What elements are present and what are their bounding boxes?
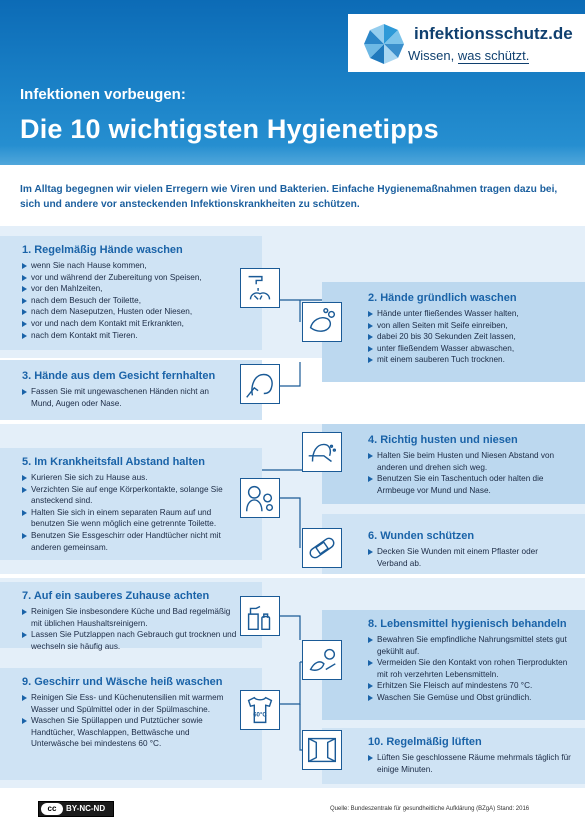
tip-5: [22, 456, 237, 553]
list-item: Reinigen Sie Ess- und Küchenutensilien mit warmem Wasser und Spülmittel oder in der Spülmaschine.: [22, 692, 237, 715]
list-item: Lüften Sie geschlossene Räume mehrmals täglich für einige Minuten.: [368, 752, 573, 775]
list-item: vor und während der Zubereitung von Speisen,: [22, 272, 257, 284]
tip-1-list: [22, 260, 257, 341]
shirt-temperature-label: 60°C: [253, 711, 267, 719]
list-item: dabei 20 bis 30 Sekunden Zeit lassen,: [368, 331, 578, 343]
list-item: Erhitzen Sie Fleisch auf mindestens 70 °C.: [368, 680, 578, 692]
tip-4: [368, 434, 573, 496]
tip-8-list: [368, 634, 578, 704]
list-item: Halten Sie sich in einem separaten Raum auf und benutzen Sie wenn möglich eine getrennte Toilette.: [22, 507, 237, 530]
list-item: Benutzen Sie Essgeschirr oder Handtücher nicht mit anderen gemeinsam.: [22, 530, 237, 553]
tagline-underlined: was schützt.: [457, 48, 530, 63]
tip-3-title: 3. Hände aus dem Gesicht fernhalten: [22, 370, 216, 382]
tip-4-list: [368, 450, 573, 496]
list-item: Waschen Sie Gemüse und Obst gründlich.: [368, 692, 578, 704]
logo-name-tld: .de: [548, 24, 573, 43]
tip-1-title: 1. Regelmäßig Hände waschen: [22, 244, 183, 256]
list-item: Lassen Sie Putzlappen nach Gebrauch gut trocknen und wechseln sie häufig aus.: [22, 629, 237, 652]
list-item: mit einem sauberen Tuch trocknen.: [368, 354, 578, 366]
tip-2-title: 2. Hände gründlich waschen: [368, 292, 517, 304]
tip-3: [22, 370, 222, 409]
list-item: Bewahren Sie empfindliche Nahrungsmittel stets gut gekühlt auf.: [368, 634, 578, 657]
list-item: Benutzen Sie ein Taschentuch oder halten die Armbeuge vor Mund und Nase.: [368, 473, 573, 496]
tip-1: [22, 244, 257, 341]
tip-6-list: [368, 546, 568, 569]
tip-7-title: 7. Auf ein sauberes Zuhause achten: [22, 590, 210, 602]
list-item: wenn Sie nach Hause kommen,: [22, 260, 257, 272]
tip-9: [22, 676, 237, 750]
tip-8-title: 8. Lebensmittel hygienisch behandeln: [368, 618, 567, 630]
list-item: von allen Seiten mit Seife einreiben,: [368, 320, 578, 332]
list-item: Hände unter fließendes Wasser halten,: [368, 308, 578, 320]
list-item: Halten Sie beim Husten und Niesen Abstand von anderen und drehen sich weg.: [368, 450, 573, 473]
list-item: nach dem Besuch der Toilette,: [22, 295, 257, 307]
washing-hands-icon: [302, 302, 342, 342]
tip-6: [368, 530, 568, 569]
plaster-icon: [302, 528, 342, 568]
list-item: unter fließendem Wasser abwaschen,: [368, 343, 578, 355]
tip-5-title: 5. Im Krankheitsfall Abstand halten: [22, 456, 205, 468]
list-item: vor und nach dem Kontakt mit Erkrankten,: [22, 318, 257, 330]
intro-text: Im Alltag begegnen wir vielen Erregern wie Viren und Bakterien. Einfache Hygienemaßnahmen tragen dazu bei, sich und andere vor ansteckenden Infektionskrankheiten zu schützen.: [20, 184, 558, 210]
list-item: Kurieren Sie sich zu Hause aus.: [22, 472, 237, 484]
tip-9-title: 9. Geschirr und Wäsche heiß waschen: [22, 676, 223, 688]
list-item: Fassen Sie mit ungewaschenen Händen nicht an Mund, Augen oder Nase.: [22, 386, 222, 409]
tip-5-list: [22, 472, 237, 553]
cleaning-bottles-icon: [240, 596, 280, 636]
source-note: Quelle: Bundeszentrale für gesundheitliche Aufklärung (BZgA) Stand: 2016: [330, 806, 530, 812]
tip-10: [368, 736, 573, 775]
tip-9-list: [22, 692, 237, 750]
tip-2: [368, 292, 578, 366]
tip-2-list: [368, 308, 578, 366]
tip-7: [22, 590, 237, 652]
list-item: Waschen Sie Spüllappen und Putztücher sowie Handtücher, Waschlappen, Bettwäsche und Unterwäsche bei mindestens 60 °C.: [22, 715, 237, 750]
tshirt-60-icon: [240, 690, 280, 730]
list-item: vor den Mahlzeiten,: [22, 283, 257, 295]
sick-person-icon: [240, 478, 280, 518]
page-subtitle: Infektionen vorbeugen:: [20, 86, 186, 103]
food-icon: [302, 640, 342, 680]
tip-8: [368, 618, 578, 704]
list-item: nach dem Naseputzen, Husten oder Niesen,: [22, 306, 257, 318]
tip-6-title: 6. Wunden schützen: [368, 530, 475, 542]
list-item: Verzichten Sie auf enge Körperkontakte, solange Sie ansteckend sind.: [22, 484, 237, 507]
tip-10-list: [368, 752, 573, 775]
list-item: Vermeiden Sie den Kontakt von rohen Tierprodukten mit roh verzehrten Lebensmitteln.: [368, 657, 578, 680]
list-item: nach dem Kontakt mit Tieren.: [22, 330, 257, 342]
page-title: Die 10 wichtigsten Hygienetipps: [20, 114, 439, 144]
tip-10-title: 10. Regelmäßig lüften: [368, 736, 482, 748]
creative-commons-icon: cc: [41, 803, 63, 815]
license-label: BY-NC-ND: [66, 804, 106, 813]
tip-4-title: 4. Richtig husten und niesen: [368, 434, 518, 446]
window-icon: [302, 730, 342, 770]
tip-7-list: [22, 606, 237, 652]
sneeze-elbow-icon: [302, 432, 342, 472]
face-touch-icon: [240, 364, 280, 404]
logo-name-main: infektionsschutz: [414, 24, 549, 43]
tagline-pre: Wissen,: [408, 48, 458, 63]
tip-3-list: [22, 386, 222, 409]
list-item: Decken Sie Wunden mit einem Pflaster oder Verband ab.: [368, 546, 568, 569]
list-item: Reinigen Sie insbesondere Küche und Bad regelmäßig mit üblichen Haushaltsreinigern.: [22, 606, 237, 629]
license-badge[interactable]: [38, 801, 114, 817]
